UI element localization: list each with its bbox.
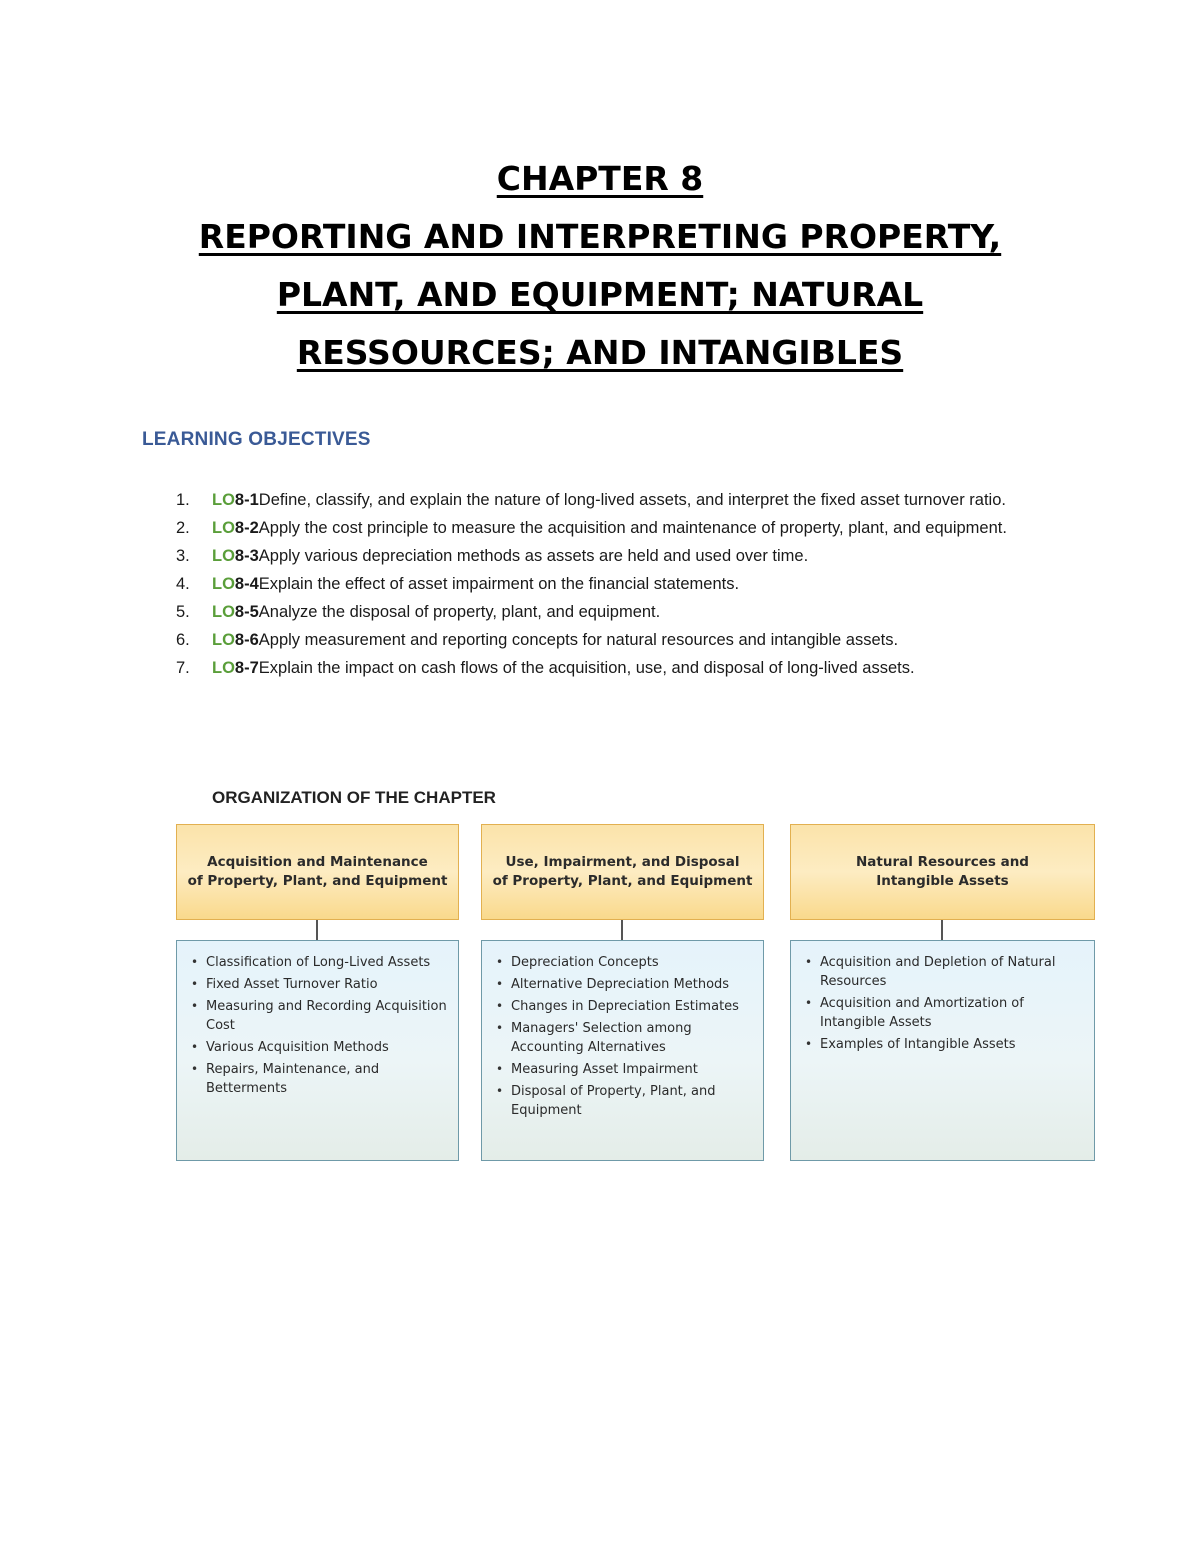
topic-item: • Various Acquisition Methods [189, 1038, 448, 1057]
chapter-title-line-3: RESSOURCES; AND INTANGIBLES [296, 333, 904, 372]
topic-item: • Alternative Depreciation Methods [494, 975, 753, 994]
org-column-body [176, 940, 459, 1161]
topic-item: • Classification of Long-Lived Assets [189, 953, 448, 972]
learning-objective: 3. LO8-3Apply various depreciation methods as assets are held and used over time. [176, 547, 809, 565]
org-column-header: Acquisition and Maintenance of Property, Plant, and Equipment [176, 824, 459, 920]
chapter-title-line-1: REPORTING AND INTERPRETING PROPERTY, [198, 217, 1002, 256]
organization-heading: ORGANIZATION OF THE CHAPTER [212, 788, 496, 807]
chapter-number: CHAPTER 8 [496, 159, 704, 198]
objective-text: Explain the effect of asset impairment on the financial statements. [258, 575, 740, 593]
learning-objective: 2. LO8-2Apply the cost principle to measure the acquisition and maintenance of property, plant, and equipment. [176, 519, 1007, 537]
learning-objective: 7. LO8-7Explain the impact on cash flows of the acquisition, use, and disposal of long-lived assets. [176, 659, 915, 677]
topic-item: • Managers' Selection among Accounting Alternatives [494, 1019, 753, 1057]
topic-item: • Repairs, Maintenance, and Betterments [189, 1060, 448, 1098]
org-column-body [481, 940, 764, 1161]
objective-code: LO [212, 603, 235, 621]
org-column-header: Use, Impairment, and Disposal of Property, Plant, and Equipment [481, 824, 764, 920]
objective-text: Analyze the disposal of property, plant, and equipment. [258, 603, 661, 621]
objective-code: LO [212, 491, 235, 509]
topic-item: • Examples of Intangible Assets [803, 1035, 1084, 1054]
learning-objective: 6. LO8-6Apply measurement and reporting concepts for natural resources and intangible assets. [176, 631, 899, 649]
learning-objectives-list [176, 486, 1076, 682]
org-column-body [790, 940, 1095, 1161]
topic-item: • Disposal of Property, Plant, and Equipment [494, 1082, 753, 1120]
objective-text: Apply various depreciation methods as assets are held and used over time. [258, 547, 809, 565]
topic-item: • Measuring and Recording Acquisition Cost [189, 997, 448, 1035]
topic-item: • Fixed Asset Turnover Ratio [189, 975, 448, 994]
learning-objective: 4. LO8-4Explain the effect of asset impairment on the financial statements. [176, 575, 740, 593]
learning-objective: 1. LO8-1Define, classify, and explain the nature of long-lived assets, and interpret the fixed asset turnover ratio. [176, 491, 1006, 509]
topic-item: • Acquisition and Amortization of Intangible Assets [803, 994, 1084, 1032]
objective-code: LO [212, 547, 235, 565]
topic-item: • Measuring Asset Impairment [494, 1060, 753, 1079]
topic-item: • Depreciation Concepts [494, 953, 753, 972]
objective-code: LO [212, 575, 235, 593]
learning-objectives-heading: LEARNING OBJECTIVES [142, 429, 371, 450]
chapter-title [100, 150, 1100, 382]
topic-item: • Acquisition and Depletion of Natural Resources [803, 953, 1084, 991]
org-column-header: Natural Resources and Intangible Assets [790, 824, 1095, 920]
objective-code: LO [212, 659, 235, 677]
objective-code: LO [212, 631, 235, 649]
learning-objective: 5. LO8-5Analyze the disposal of property, plant, and equipment. [176, 603, 661, 621]
topic-item: • Changes in Depreciation Estimates [494, 997, 753, 1016]
chapter-title-line-2: PLANT, AND EQUIPMENT; NATURAL [276, 275, 924, 314]
objective-text: Explain the impact on cash flows of the acquisition, use, and disposal of long-lived assets. [258, 659, 915, 677]
objective-text: Apply measurement and reporting concepts for natural resources and intangible assets. [258, 631, 899, 649]
objective-code: LO [212, 519, 235, 537]
objective-text: Define, classify, and explain the nature of long-lived assets, and interpret the fixed asset turnover ratio. [258, 491, 1006, 509]
objective-text: Apply the cost principle to measure the acquisition and maintenance of property, plant, and equipment. [258, 519, 1007, 537]
